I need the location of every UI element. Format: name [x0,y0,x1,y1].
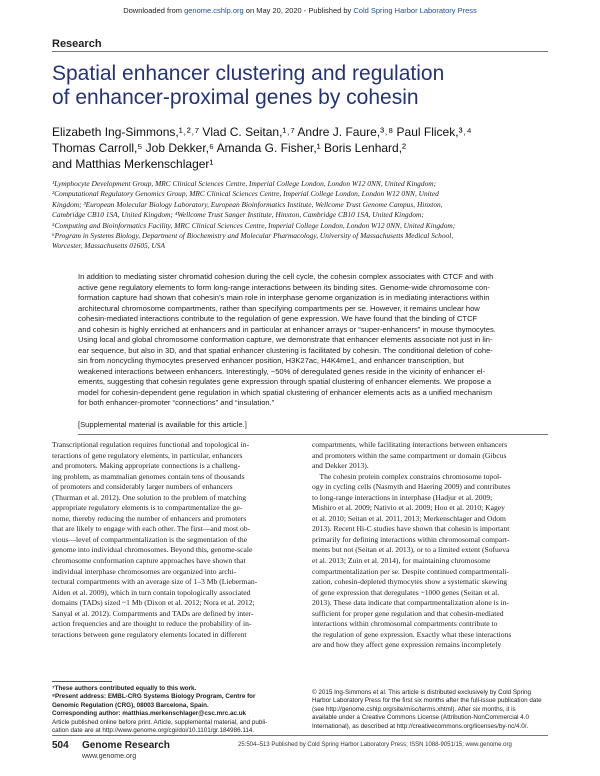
license-line: © 2015 Ing-Simmons et al. This article is distributed exclusively by Cold Spring [312,689,532,696]
abstract-line: formation capture had shown that cohesin’s main role in interphase genome organization is in mediating interactions within [78,293,490,302]
body-line: and promoters within the same compartment or domain (Gibcus [312,450,507,460]
author-line: Elizabeth Ing-Simmons,¹˒²˒⁷ Vlad C. Seitan,¹˒⁷ Andre J. Faure,³˒⁸ Paul Flicek,³˒⁴ [52,125,472,139]
download-site-link[interactable]: genome.cshlp.org [184,6,244,15]
license-notice [312,689,552,731]
body-line: nome, thereby reducing the number of enhancers and promoters [52,513,247,523]
abstract-line: cohesin-mediated interactions contribute to the regulation of gene expression. We have found that the binding of CTCF [78,314,478,323]
body-line: 2013). These data indicate that compartmentalization alone is in- [312,598,510,608]
body-line: zation, cohesin-depleted thymocytes show a systematic skewing [312,577,508,587]
abstract-rule [78,434,548,435]
abstract [78,272,548,409]
footnote-line: Genomic Regulation (CRG), 08003 Barcelona, Spain. [52,701,209,709]
body-line: interactions within chromosomal compartments contribute to [312,619,498,629]
body-line: action frequencies and are thought to reduce the probability of in- [52,619,252,629]
abstract-line: active gene regulatory elements to form long-range interactions between its binding sites. Genome-wide chromosome con- [78,282,490,292]
license-line: (see http://genome.cshlp.org/site/misc/terms.xhtml). After six months, it is [312,705,516,713]
download-prefix: Downloaded from [123,6,185,15]
footnote-line: ⁷These authors contributed equally to this work. [52,685,197,692]
body-line: ing problem, as mammalian genomes contain tens of thousands [52,471,245,481]
body-line: compartments, while facilitating interactions between enhancers [312,440,508,449]
title-line: of enhancer-proximal genes by cohesin [52,86,419,109]
body-line: are and how they affect gene expression remains incompletely [312,640,502,650]
body-line: primarily for defining interactions within chromosomal compart- [312,534,510,544]
abstract-line: In addition to mediating sister chromatid cohesion during the cell cycle, the cohesin complex associates with CTCF and with [78,272,494,281]
corresponding-author: Corresponding author: matthias.merkenschlager@csc.mrc.ac.uk [52,710,247,718]
page-number: 504 [52,740,69,751]
body-line: Aiden et al. 2009), which in turn contain topologically associated [52,587,251,597]
body-line: ments but not (Seitan et al. 2013), or to a limited extent (Sofueva [312,545,510,555]
download-notice [0,6,600,15]
abstract-line: Using local and global chromosome conformation capture, we demonstrate that enhancer elements associate not just in lin- [78,335,493,344]
license-line: Harbor Laboratory Press for the first six months after the full-issue publication date [312,697,542,705]
body-line: individual interphase chromosomes are organized into archi- [52,566,237,576]
citation-line: 25:504–513 Published by Cold Spring Harbor Laboratory Press; ISSN 1088-9051/15; www.genome.org [238,742,512,748]
title-line: Spatial enhancer clustering and regulation [52,62,445,85]
affiliation-line: ⁶Program in Systems Biology, Department of Biochemistry and Molecular Pharmacology, University of Massachusetts Medical School, [52,231,454,241]
body-column-left [52,440,288,640]
body-line: teractions of gene regulatory elements, in particular, enhancers [52,450,243,460]
body-line: et al. 2013; Zuin et al. 2014), for maintaining chromosome [312,556,491,566]
section-label: Research [52,38,102,50]
abstract-line: for both enhancer-promoter “connections” and “insulation.” [78,398,275,407]
body-line: sufficient for proper gene regulation and that cohesin-mediated [312,608,504,618]
abstract-line: ear sequence, but also in 3D, and that spatial enhancer clustering is facilitated by cohesin. The conditional deletion of cohe- [78,345,493,355]
affiliations [52,179,552,252]
body-column-right [312,440,552,651]
body-line: et al. 2010; Seitan et al. 2011, 2013; Merkenschlager and Odom [312,513,506,523]
footnote-line: cation date are at http://www.genome.org/cgi/doi/10.1101/gr.184986.114. [52,727,255,735]
body-line: appropriate regulatory elements is to compartmentalize the ge- [52,503,243,513]
body-line: and promoters. Making appropriate connections is a challeng- [52,461,241,471]
license-line: International), as described at http://creativecommons.org/licenses/by-nc/4.0/. [312,722,529,730]
article-title [52,62,552,110]
footnotes [52,685,292,735]
body-line: that are likely to engage with each other. The first—and most ob- [52,524,251,534]
body-line: ogy in cycling cells (Nasmyth and Haering 2009) and contributes [312,482,511,492]
affiliation-line: Cambridge CB10 1SA, United Kingdom; ⁴Wellcome Trust Sanger Institute, Hinxton, Cambridge CB10 1SA, United Kingdom; [52,210,424,220]
author-line: Thomas Carroll,⁵ Job Dekker,⁶ Amanda G. Fisher,¹ Boris Lenhard,² [52,141,407,155]
body-line: Transcriptional regulation requires functional and topological in- [52,440,250,449]
journal-url[interactable]: www.genome.org [82,753,137,760]
body-line: chromosome conformation capture approaches have shown that [52,556,246,566]
body-line: teractions between gene regulatory elements located in different [52,629,247,639]
abstract-line: architectural chromosome compartments, rather than specifying compartments per se. However, it remains unclear how [78,303,480,313]
footnote-line: Article published online before print. Article, supplemental material, and publi- [52,718,268,726]
body-line: tectural compartments with an average size of 1–3 Mb (Lieberman- [52,577,258,587]
body-line: to long-range interactions in interphase (Hadjur et al. 2009; [312,492,493,502]
license-line: available under a Creative Commons License (Attribution-NonCommercial 4.0 [312,714,529,722]
affiliation-line: Kingdom; ³European Molecular Biology Laboratory, European Bioinformatics Institute, Wellcome Trust Genome Campus, Hinxton, [52,199,443,209]
footnote-line: ⁸Present address: EMBL-CRG Systems Biology Program, Centre for [52,693,256,701]
body-line: Sanyal et al. 2012). Compartments and TADs are defined by inter- [52,608,254,618]
footer-rule [52,735,548,736]
body-line: and Dekker 2013). [312,461,369,471]
journal-name: Genome Research [82,740,170,751]
body-line: 2013). Recent Hi-C studies have shown that cohesin is important [312,524,510,534]
abstract-line: and cohesin is highly enriched at enhancers and in particular at enhancer arrays or “super-enhancers” in mouse thymocytes. [78,324,496,334]
body-line: (Thurman et al. 2012). One solution to the problem of matching [52,492,247,502]
supplemental-note: [Supplemental material is available for this article.] [78,420,247,429]
body-line: compartmentalization per se. Despite continued compartmentali- [312,566,509,576]
abstract-line: weakened interactions between enhancers. Interestingly, ~50% of deregulated genes reside in the vicinity of enhancer el- [78,366,486,376]
author-list [52,124,552,172]
abstract-line: ements, suggesting that cohesin regulates gene expression through spatial clustering of enhancer elements. We propose a [78,377,492,386]
affiliation-line: Worcester, Massachusetts 01605, USA [52,241,165,251]
body-line: vious—level of compartmentalization is the segmentation of the [52,534,248,544]
section-rule [52,51,548,52]
download-middle: on May 20, 2020 - Published by [243,6,354,15]
body-line: genome into individual chromosomes. Beyond this, genome-scale [52,545,253,555]
body-line: the regulation of gene expression. Exactly what these interactions [312,629,512,639]
footnote-rule [52,681,112,682]
affiliation-line: ⁵Computing and Bioinformatics Facility, MRC Clinical Sciences Centre, Imperial College London, London W12 0NN, United Kingdom; [52,220,456,230]
body-line: The cohesin protein complex constrains chromosome topol- [312,471,502,481]
body-line: of gene expression that deregulates ~1000 genes (Seitan et al. [312,587,500,597]
publisher-link[interactable]: Cold Spring Harbor Laboratory Press [353,6,477,15]
body-line: Mishiro et al. 2009; Nativio et al. 2009; Hou et al. 2010; Kagey [312,503,505,513]
affiliation-line: ²Computational Regulatory Genomics Group, MRC Clinical Sciences Centre, Imperial College London, London W12 0NN, United [52,189,439,199]
affiliation-line: ¹Lymphocyte Development Group, MRC Clinical Sciences Centre, Imperial College London, London W12 0NN, United Kingdom; [52,179,437,188]
abstract-line: sin from noncycling thymocytes preserved enhancer position, H3K27ac, H4K4me1, and enhancer transcription, but [78,356,464,365]
abstract-line: model for cohesin-dependent gene regulation in which spatial clustering of enhancer elements acts as a unified mechanism [78,387,493,397]
body-line: domains (TADs) sized ~1 Mb (Dixon et al. 2012; Nora et al. 2012; [52,598,255,608]
body-line: of promoters and considerably larger numbers of enhancers [52,482,233,492]
author-line: and Matthias Merkenschlager¹ [52,157,214,171]
